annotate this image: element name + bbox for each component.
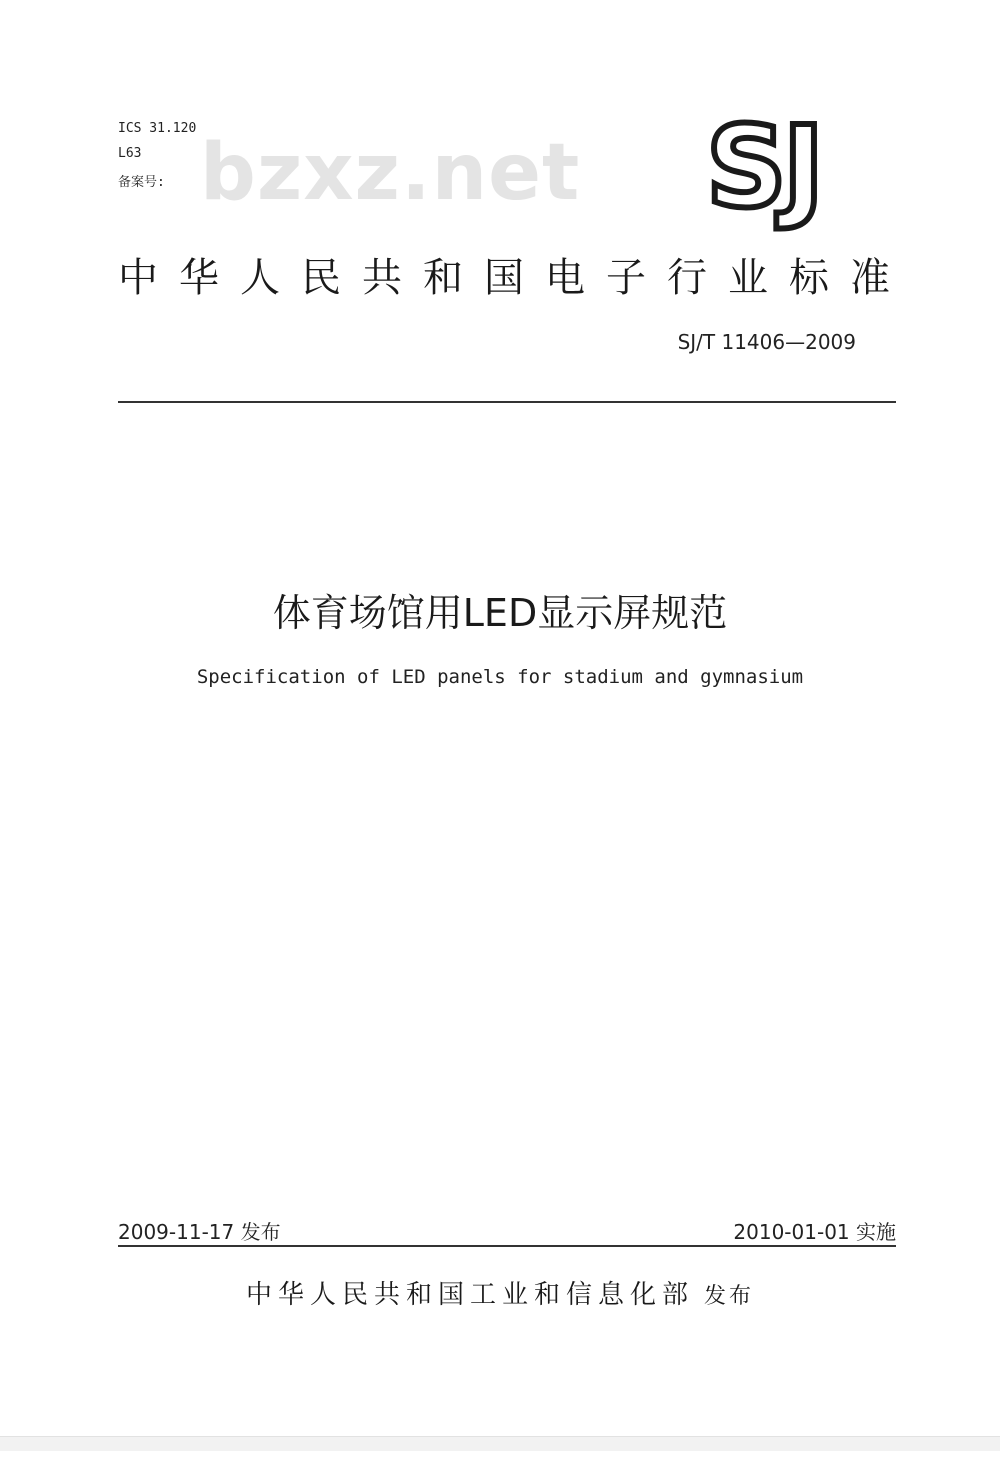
document-title-en: Specification of LED panels for stadium and gymnasium (196, 666, 804, 688)
standard-number: SJ/T 11406—2009 (677, 330, 856, 354)
watermark: bzxz.net (200, 128, 581, 218)
document-title-cn: 体育场馆用LED显示屏规范 (272, 591, 728, 635)
sj-logo: SJ (706, 103, 821, 233)
issuer (0, 1274, 1000, 1311)
top-divider (118, 401, 896, 403)
issuer-name: 中华人民共和国工业和信息化部 (245, 1280, 694, 1310)
org-title: 中华人民共和国电子行业标准 (118, 255, 911, 301)
implementation-date: 2010-01-01 实施 (733, 1220, 896, 1244)
classification-code: L63 (118, 146, 142, 161)
record-number-label: 备案号: (118, 175, 165, 190)
issue-date: 2009-11-17 发布 (118, 1220, 281, 1244)
issuer-suffix: 发布 (704, 1284, 755, 1309)
horizontal-scrollbar[interactable] (0, 1436, 1000, 1451)
ics-code: ICS 31.120 (118, 121, 197, 136)
bottom-divider (118, 1245, 896, 1247)
